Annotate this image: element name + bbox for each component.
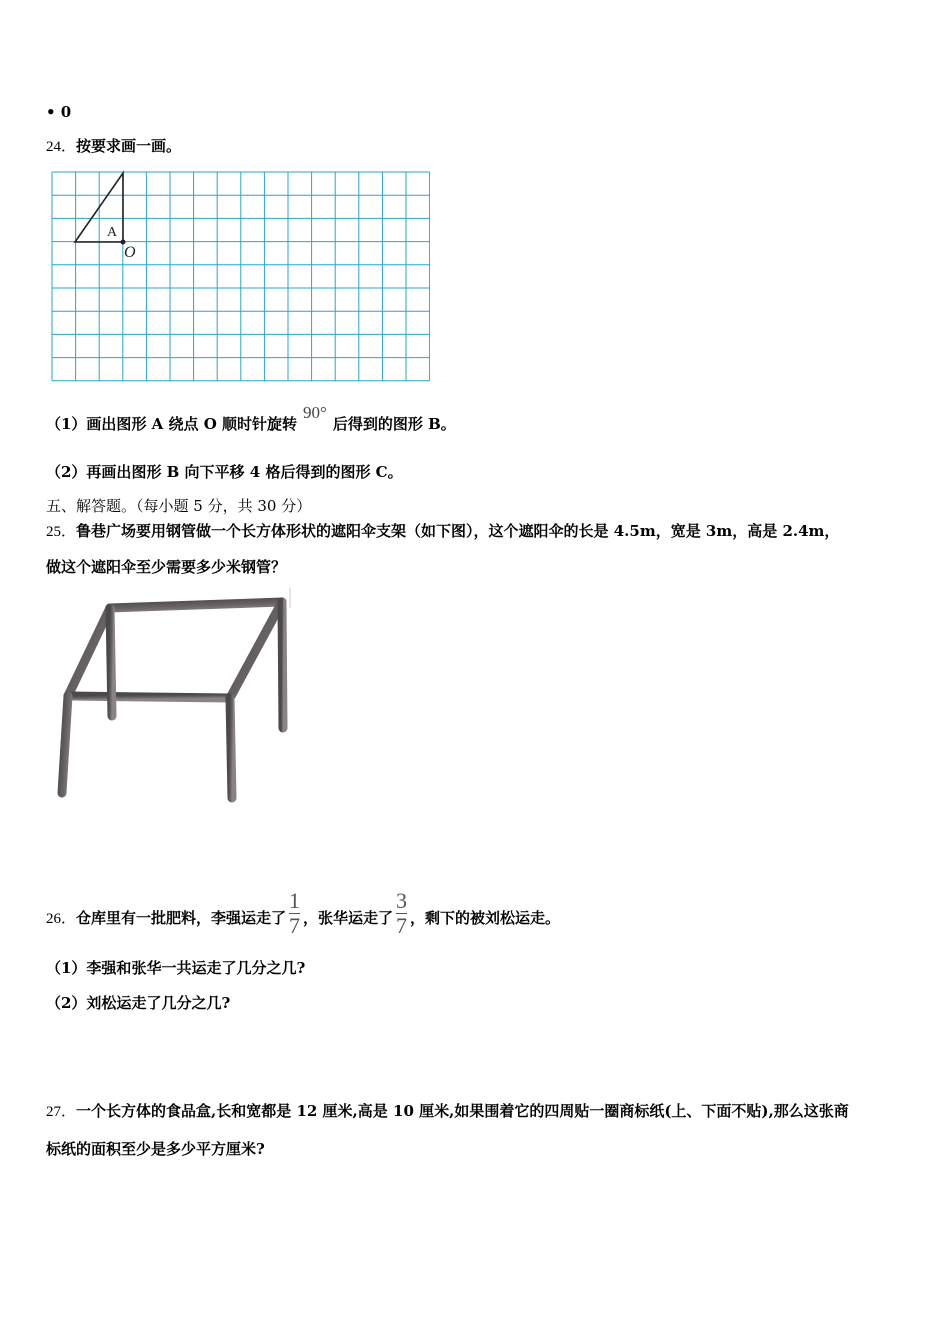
question-26-sub-1: （1）李强和张华一共运走了几分之几? — [46, 959, 306, 977]
question-25-number: 25． — [46, 524, 77, 540]
question-25-text-1: 鲁巷广场要用钢管做一个长方体形状的遮阳伞支架（如下图），这个遮阳伞的长是 4.5m，宽是 3m，高是 2.4m， — [76, 522, 840, 540]
section-5-title: 五、解答题。（每小题 5 分，共 30 分） — [46, 497, 312, 515]
question-27-number: 27． — [46, 1104, 77, 1120]
question-26-sub-2: （2）刘松运走了几分之几? — [46, 994, 231, 1012]
question-24-sub-1 — [46, 404, 456, 444]
grid-figure — [50, 170, 430, 385]
question-24-number: 24． — [46, 139, 77, 155]
question-26 — [46, 890, 560, 946]
question-25-line-2: 做这个遮阳伞至少需要多少米钢管？ — [46, 558, 287, 576]
question-26-text-a: 仓库里有一批肥料，李强运走了 — [76, 908, 287, 927]
fraction-1-numerator: 1 — [289, 888, 301, 913]
question-24-text: 按要求画一画。 — [76, 137, 182, 155]
question-26-lead — [46, 909, 286, 927]
question-26-text-b: ，张华运走了 — [303, 908, 394, 927]
question-27-line-1 — [46, 1101, 849, 1122]
umbrella-frame-figure — [50, 588, 300, 813]
question-24 — [46, 136, 181, 157]
label-o: O — [124, 244, 136, 261]
question-27-line-2: 标纸的面积至少是多少平方厘米? — [46, 1140, 265, 1158]
question-24-sub-2: （2）再画出图形 B 向下平移 4 格后得到的图形 C。 — [46, 463, 403, 481]
fraction-3-7 — [396, 890, 407, 937]
question-25-line-1 — [46, 521, 839, 542]
fraction-1-7 — [289, 890, 300, 937]
fraction-2-denominator: 7 — [396, 913, 408, 938]
question-26-number: 26． — [46, 910, 77, 927]
fraction-2-numerator: 3 — [396, 888, 408, 913]
question-26-text-c: ，剩下的被刘松运走。 — [410, 908, 561, 927]
sub-1-pre: （1）画出图形 A 绕点 O 顺时针旋转 — [46, 415, 298, 433]
angle-90: 90° — [303, 403, 327, 422]
fraction-1-denominator: 7 — [289, 913, 301, 938]
question-27-text-1: 一个长方体的食品盒,长和宽都是 12 厘米,高是 10 厘米,如果围着它的四周贴一圈商标纸(上、下面不贴),那么这张商 — [76, 1102, 849, 1120]
label-a: A — [107, 225, 118, 240]
sub-1-post: 后得到的图形 B。 — [332, 415, 456, 433]
top-bullet: • 0 — [46, 103, 72, 121]
grid-lines — [52, 172, 430, 381]
